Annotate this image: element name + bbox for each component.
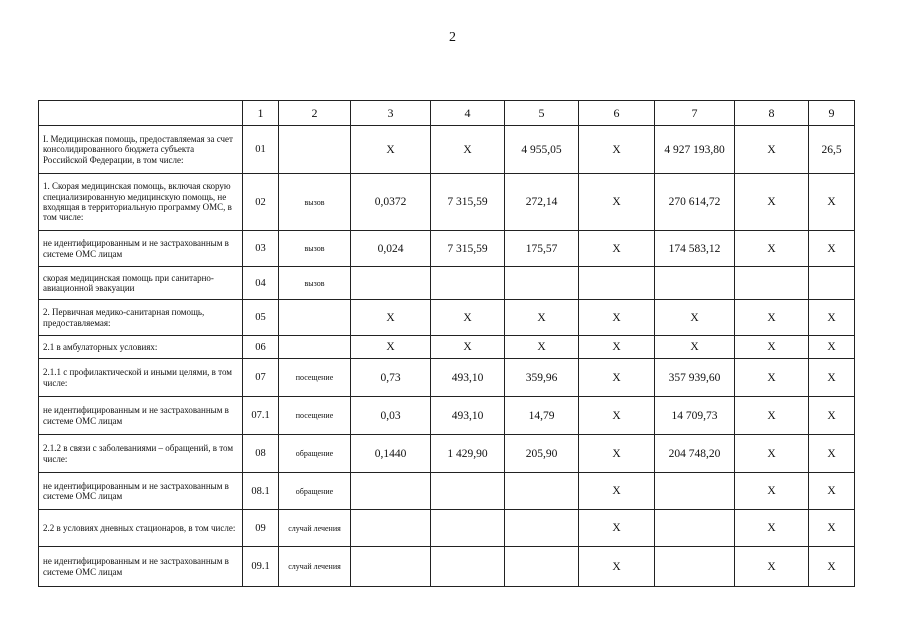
value-cell: X: [809, 397, 855, 435]
value-cell: [431, 547, 505, 587]
value-cell: X: [735, 336, 809, 359]
row-code: 02: [243, 174, 279, 231]
value-cell: X: [505, 300, 579, 336]
value-cell: X: [579, 547, 655, 587]
value-cell: X: [735, 231, 809, 267]
value-cell: X: [735, 126, 809, 174]
value-cell: [431, 510, 505, 547]
value-cell: 0,03: [351, 397, 431, 435]
value-cell: X: [809, 435, 855, 473]
table-row: [39, 435, 855, 473]
value-cell: X: [351, 336, 431, 359]
value-cell: [579, 267, 655, 300]
value-cell: X: [579, 231, 655, 267]
page-number: 2: [449, 30, 456, 45]
value-cell: X: [431, 300, 505, 336]
value-cell: X: [735, 473, 809, 510]
row-name: 2.2 в условиях дневных стационаров, в том числе:: [39, 510, 243, 547]
value-cell: 14,79: [505, 397, 579, 435]
value-cell: X: [579, 510, 655, 547]
value-cell: [809, 267, 855, 300]
value-cell: [735, 267, 809, 300]
value-cell: X: [809, 547, 855, 587]
value-cell: 204 748,20: [655, 435, 735, 473]
row-code: 09: [243, 510, 279, 547]
value-cell: X: [579, 300, 655, 336]
value-cell: X: [655, 300, 735, 336]
value-cell: 0,024: [351, 231, 431, 267]
value-cell: [431, 473, 505, 510]
value-cell: X: [735, 174, 809, 231]
row-unit: вызов: [279, 231, 351, 267]
value-cell: X: [809, 300, 855, 336]
row-unit: [279, 300, 351, 336]
value-cell: [655, 473, 735, 510]
row-name: 1. Скорая медицинская помощь, включая скорую специализированную медицинскую помощь, не входящая в территориальную программу ОМС, в том числе:: [39, 174, 243, 231]
value-cell: [505, 473, 579, 510]
header-row: [39, 101, 855, 126]
row-unit: посещение: [279, 359, 351, 397]
value-cell: X: [351, 126, 431, 174]
header-cell: 4: [431, 101, 505, 126]
value-cell: X: [735, 359, 809, 397]
value-cell: [655, 547, 735, 587]
row-name: 2. Первичная медико-санитарная помощь, предоставляемая:: [39, 300, 243, 336]
row-name: 2.1.2 в связи с заболеваниями – обращений, в том числе:: [39, 435, 243, 473]
value-cell: X: [579, 397, 655, 435]
value-cell: X: [655, 336, 735, 359]
value-cell: X: [579, 359, 655, 397]
value-cell: X: [505, 336, 579, 359]
financing-table: [38, 100, 855, 587]
row-name: не идентифицированным и не застрахованным в системе ОМС лицам: [39, 547, 243, 587]
value-cell: X: [809, 231, 855, 267]
row-code: 08: [243, 435, 279, 473]
table-row: [39, 174, 855, 231]
value-cell: X: [431, 126, 505, 174]
value-cell: X: [735, 435, 809, 473]
row-unit: [279, 126, 351, 174]
row-name: 2.1.1 с профилактической и иными целями, в том числе:: [39, 359, 243, 397]
header-cell: 1: [243, 101, 279, 126]
table-row: [39, 267, 855, 300]
value-cell: [431, 267, 505, 300]
row-name: не идентифицированным и не застрахованным в системе ОМС лицам: [39, 397, 243, 435]
row-code: 07.1: [243, 397, 279, 435]
row-code: 07: [243, 359, 279, 397]
value-cell: 0,73: [351, 359, 431, 397]
table-row: [39, 231, 855, 267]
value-cell: 0,1440: [351, 435, 431, 473]
value-cell: [351, 547, 431, 587]
value-cell: [351, 473, 431, 510]
value-cell: [505, 547, 579, 587]
value-cell: X: [579, 174, 655, 231]
header-cell: 5: [505, 101, 579, 126]
value-cell: 14 709,73: [655, 397, 735, 435]
table-row: [39, 336, 855, 359]
value-cell: 493,10: [431, 359, 505, 397]
row-unit: обращение: [279, 435, 351, 473]
row-unit: случай лечения: [279, 547, 351, 587]
header-cell: 7: [655, 101, 735, 126]
value-cell: X: [735, 397, 809, 435]
table-row: [39, 473, 855, 510]
value-cell: X: [735, 510, 809, 547]
value-cell: [505, 510, 579, 547]
value-cell: X: [735, 547, 809, 587]
value-cell: 4 955,05: [505, 126, 579, 174]
value-cell: 7 315,59: [431, 174, 505, 231]
value-cell: 270 614,72: [655, 174, 735, 231]
row-unit: вызов: [279, 174, 351, 231]
row-code: 01: [243, 126, 279, 174]
header-cell: 2: [279, 101, 351, 126]
row-name: скорая медицинская помощь при санитарно-авиационной эвакуации: [39, 267, 243, 300]
value-cell: 1 429,90: [431, 435, 505, 473]
header-cell: 9: [809, 101, 855, 126]
table-row: [39, 547, 855, 587]
value-cell: 26,5: [809, 126, 855, 174]
value-cell: 205,90: [505, 435, 579, 473]
value-cell: X: [579, 336, 655, 359]
row-code: 04: [243, 267, 279, 300]
table-row: [39, 510, 855, 547]
value-cell: 4 927 193,80: [655, 126, 735, 174]
row-name: не идентифицированным и не застрахованным в системе ОМС лицам: [39, 473, 243, 510]
header-cell: [39, 101, 243, 126]
value-cell: [655, 510, 735, 547]
value-cell: X: [809, 174, 855, 231]
header-cell: 3: [351, 101, 431, 126]
row-unit: посещение: [279, 397, 351, 435]
value-cell: 0,0372: [351, 174, 431, 231]
value-cell: X: [809, 473, 855, 510]
value-cell: X: [431, 336, 505, 359]
header-cell: 8: [735, 101, 809, 126]
row-code: 08.1: [243, 473, 279, 510]
table-row: [39, 397, 855, 435]
value-cell: 7 315,59: [431, 231, 505, 267]
row-code: 09.1: [243, 547, 279, 587]
row-name: не идентифицированным и не застрахованным в системе ОМС лицам: [39, 231, 243, 267]
row-code: 06: [243, 336, 279, 359]
value-cell: X: [809, 336, 855, 359]
value-cell: X: [809, 510, 855, 547]
row-name: 2.1 в амбулаторных условиях:: [39, 336, 243, 359]
value-cell: 174 583,12: [655, 231, 735, 267]
value-cell: X: [809, 359, 855, 397]
value-cell: X: [735, 300, 809, 336]
value-cell: X: [579, 435, 655, 473]
row-unit: обращение: [279, 473, 351, 510]
value-cell: X: [579, 473, 655, 510]
header-cell: 6: [579, 101, 655, 126]
row-name: I. Медицинская помощь, предоставляемая за счет консолидированного бюджета субъекта Российской Федерации, в том числе:: [39, 126, 243, 174]
value-cell: X: [351, 300, 431, 336]
row-unit: случай лечения: [279, 510, 351, 547]
value-cell: 493,10: [431, 397, 505, 435]
row-unit: [279, 336, 351, 359]
value-cell: 359,96: [505, 359, 579, 397]
row-unit: вызов: [279, 267, 351, 300]
value-cell: [351, 510, 431, 547]
value-cell: [655, 267, 735, 300]
value-cell: 357 939,60: [655, 359, 735, 397]
value-cell: [505, 267, 579, 300]
value-cell: 175,57: [505, 231, 579, 267]
row-code: 05: [243, 300, 279, 336]
table-row: [39, 300, 855, 336]
row-code: 03: [243, 231, 279, 267]
value-cell: [351, 267, 431, 300]
value-cell: 272,14: [505, 174, 579, 231]
table-row: [39, 359, 855, 397]
value-cell: X: [579, 126, 655, 174]
table-row: [39, 126, 855, 174]
